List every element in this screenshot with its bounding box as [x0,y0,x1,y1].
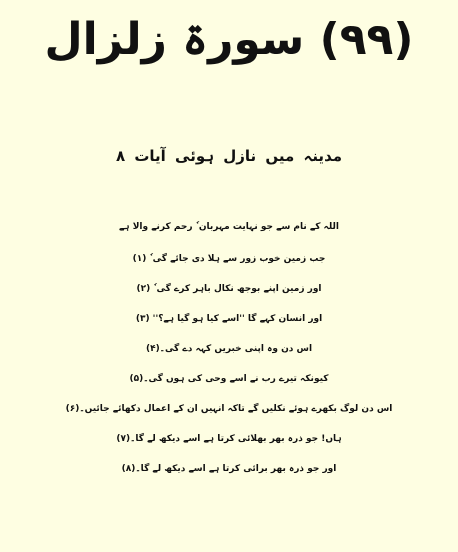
basmala: اللہ کے نام سے جو نہایت مہربان ٗ رحم کرنے والا ہے [119,222,339,232]
verse-4: اس دن وہ اپنی خبریں کہہ دے گی۔(۴) [145,344,313,354]
verse-1: جب زمین خوب زور سے ہلا دی جائے گی ٗ (۱) [132,254,326,264]
verse-8: اور جو ذرہ بھر برائی کرتا ہے اسے دیکھ لے گا۔(۸) [121,464,337,474]
verse-2: اور زمین اپنے بوجھ نکال باہر کرے گی ٗ (۲) [136,284,322,294]
verse-3: اور انسان کہے گا ''اسے کیا ہو گیا ہے؟'' (۳) [135,314,323,324]
revelation-info: مدینہ میں نازل ہوئی آیات ۸ [115,147,343,165]
surah-title: (۹۹) سورۃ زلزال [44,14,414,65]
verse-6: اس دن لوگ بکھرے ہوئے نکلیں گے تاکہ انہیں ان کے اعمال دکھائے جائیں۔(۶) [65,404,393,414]
verse-7: ہاں! جو ذرہ بھر بھلائی کرتا ہے اسے دیکھ لے گا۔(۷) [116,434,342,444]
verse-list [0,212,458,484]
verse-5: کیونکہ تیرے رب نے اسے وحی کی ہوں گی۔(۵) [129,374,329,384]
